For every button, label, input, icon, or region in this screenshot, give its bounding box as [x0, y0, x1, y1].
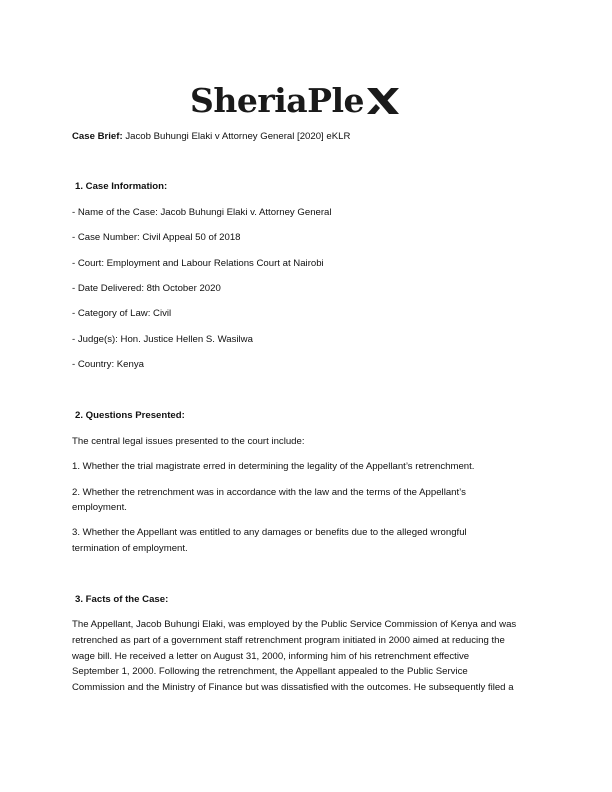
facts-line: Commission and the Ministry of Finance but was dissatisfied with the outcomes. He subsequently filed a — [72, 682, 514, 693]
case-info-item: - Court: Employment and Labour Relations Court at Nairobi — [72, 258, 324, 269]
question-2-line-2: employment. — [72, 502, 127, 513]
section-1-heading: 1. Case Information: — [75, 181, 168, 192]
section-2-heading: 2. Questions Presented: — [75, 410, 185, 421]
section-3-heading: 3. Facts of the Case: — [75, 594, 169, 605]
case-info-item: - Judge(s): Hon. Justice Hellen S. Wasilwa — [72, 334, 253, 345]
questions-intro: The central legal issues presented to the court include: — [72, 436, 305, 447]
case-info-item: - Country: Kenya — [72, 359, 144, 370]
sheriaplex-logo — [190, 76, 430, 124]
case-info-item: - Case Number: Civil Appeal 50 of 2018 — [72, 232, 241, 243]
case-info-item: - Name of the Case: Jacob Buhungi Elaki v. Attorney General — [72, 207, 332, 218]
logo-x-mark-icon — [365, 86, 401, 116]
case-brief-label: Case Brief: — [72, 131, 123, 142]
case-info-item: - Category of Law: Civil — [72, 308, 172, 319]
case-brief-title: Jacob Buhungi Elaki v Attorney General [2020] eKLR — [122, 131, 351, 142]
case-info-item: - Date Delivered: 8th October 2020 — [72, 283, 221, 294]
facts-line: wage bill. He received a letter on August 31, 2000, informing him of his retrenchment effective — [72, 651, 470, 662]
facts-line: September 1, 2000. Following the retrenchment, the Appellant appealed to the Public Service — [72, 666, 468, 677]
facts-line: The Appellant, Jacob Buhungi Elaki, was employed by the Public Service Commission of Kenya and was — [72, 619, 517, 630]
case-brief-line — [72, 129, 542, 145]
question-1: 1. Whether the trial magistrate erred in determining the legality of the Appellant’s retrenchment. — [72, 461, 475, 472]
logo-wordmark: SheriaPle — [190, 80, 364, 120]
question-3-line-2: termination of employment. — [72, 543, 188, 554]
question-3-line-1: 3. Whether the Appellant was entitled to any damages or benefits due to the alleged wrongful — [72, 527, 467, 538]
facts-line: retrenched as part of a government staff retrenchment program initiated in 2000 aimed at reducing the — [72, 635, 505, 646]
question-2-line-1: 2. Whether the retrenchment was in accordance with the law and the terms of the Appellant’s — [72, 487, 466, 498]
